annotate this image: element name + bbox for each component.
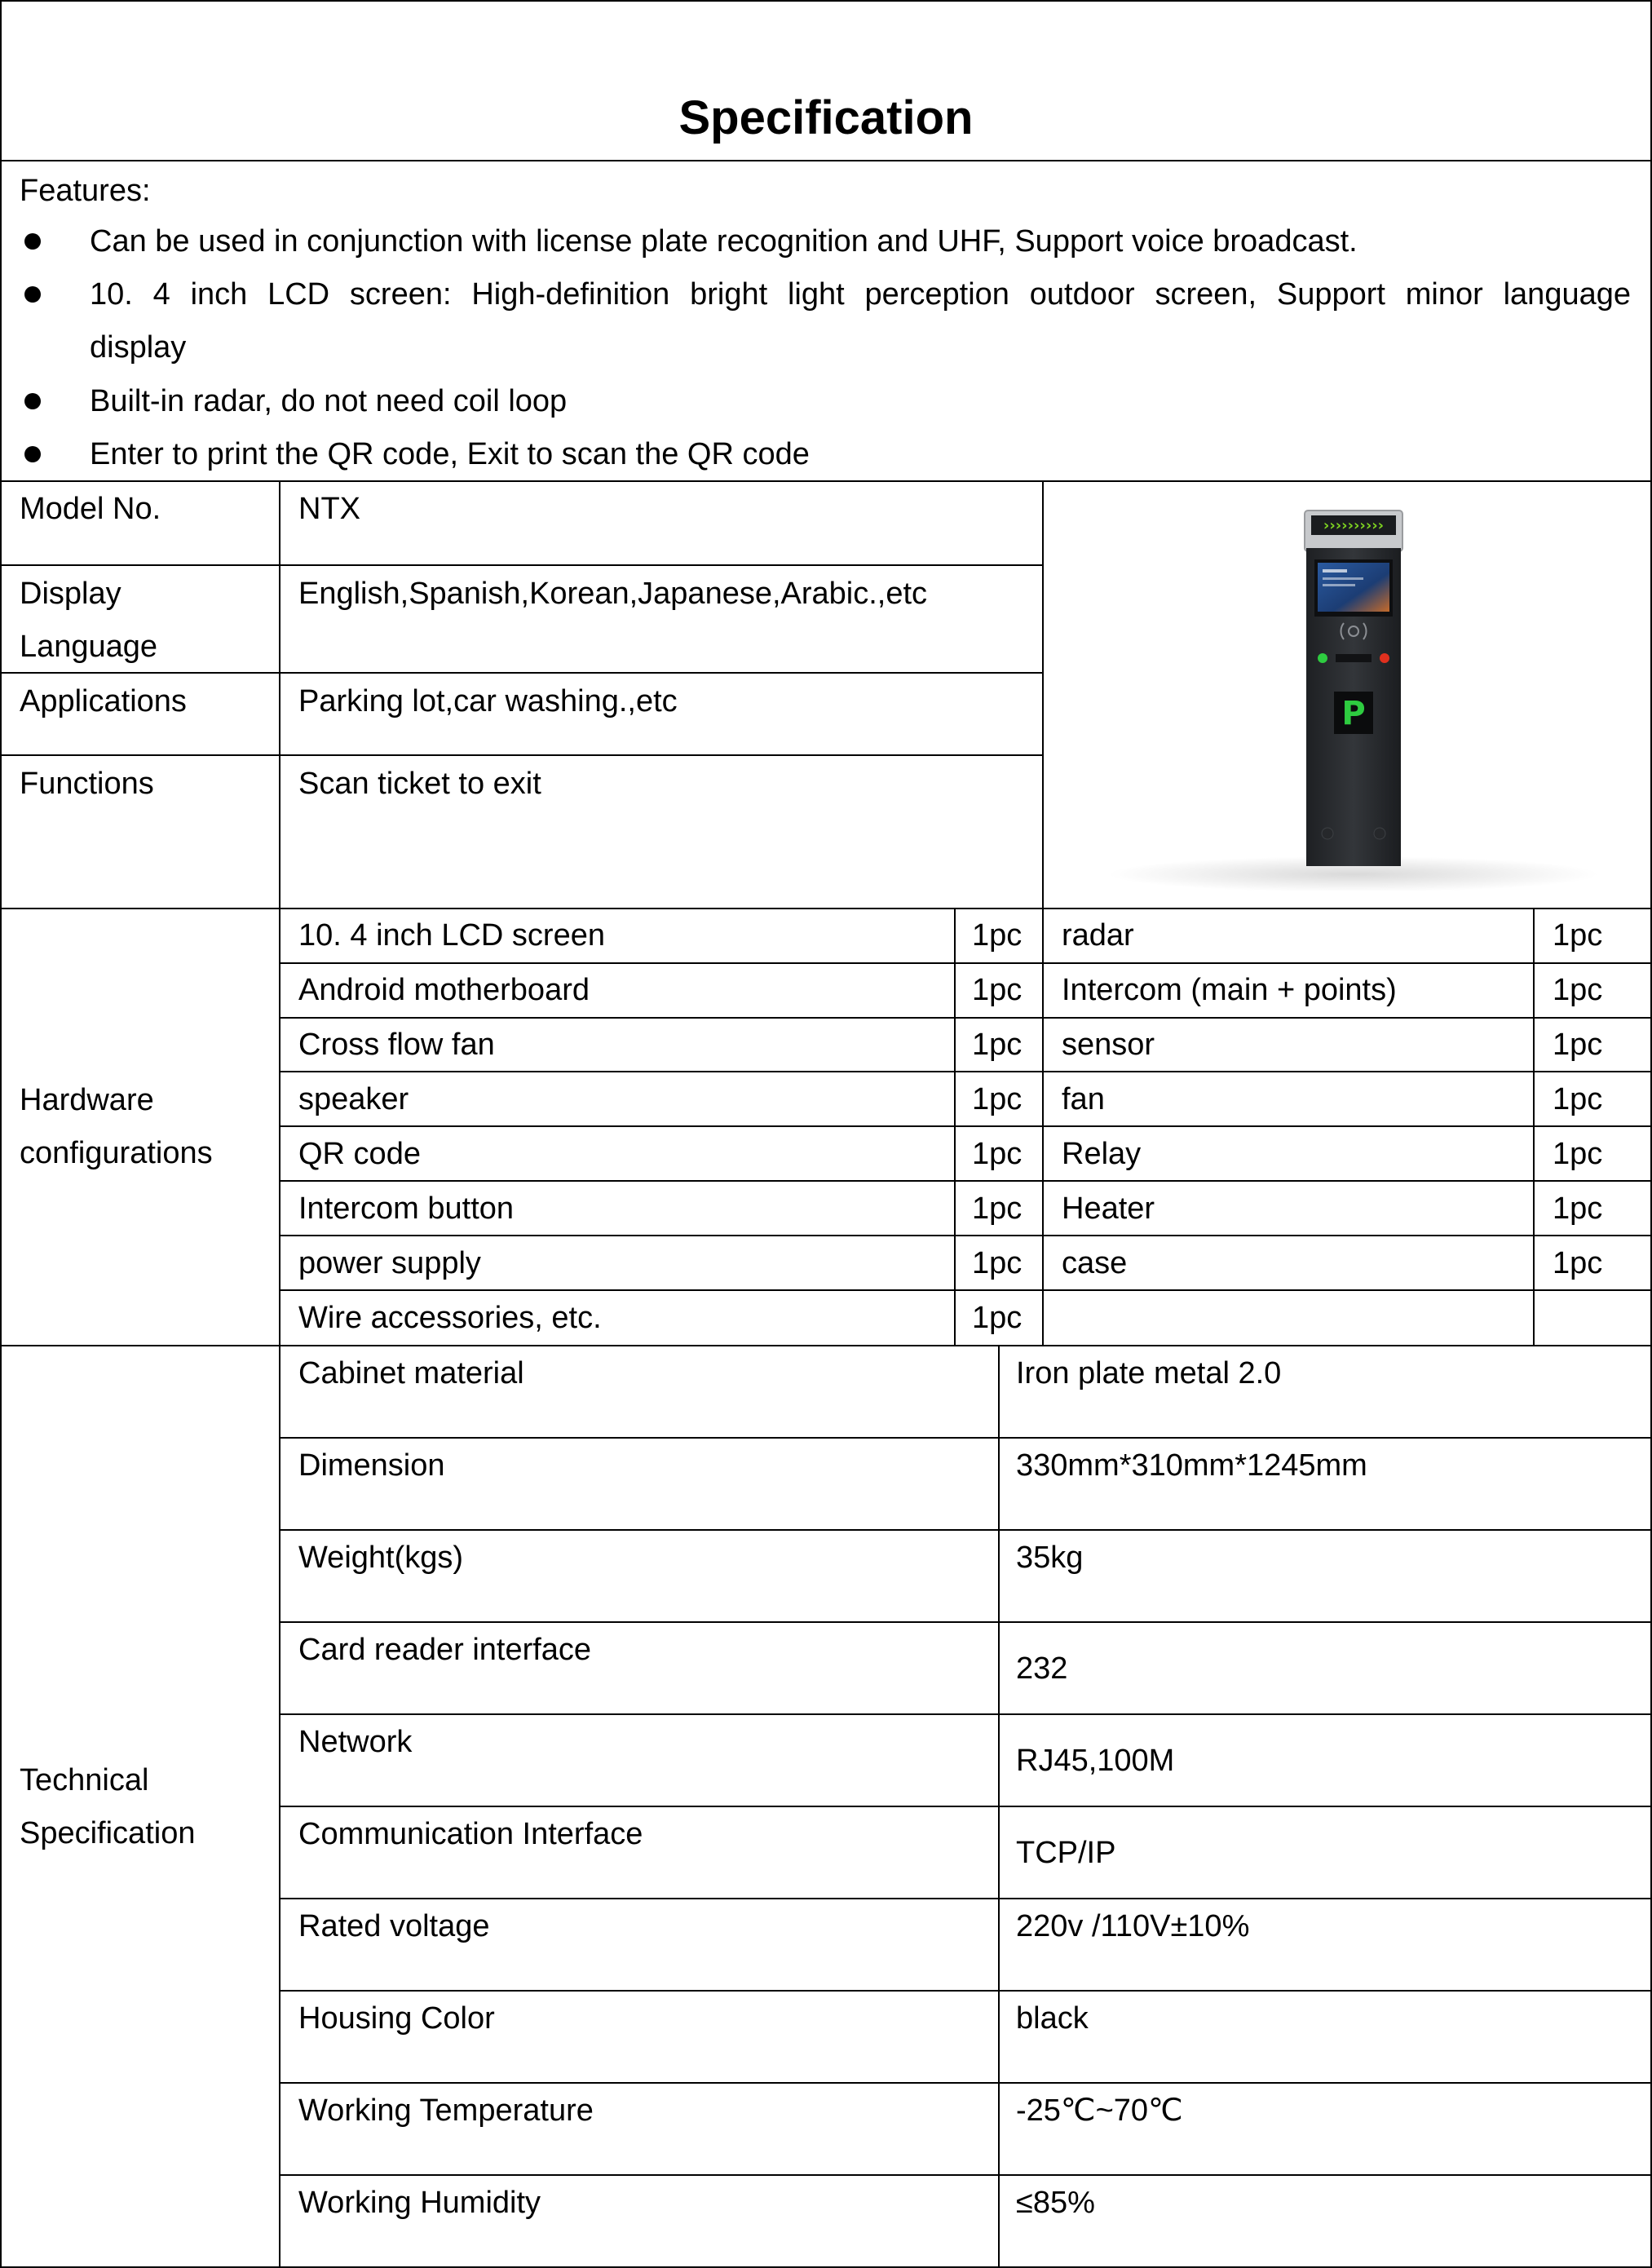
bullet-icon [24, 286, 41, 303]
divider [279, 2082, 1652, 2084]
spec-name: Working Temperature [298, 2093, 594, 2128]
divider [279, 1529, 1652, 1531]
spec-name: Cabinet material [298, 1356, 524, 1390]
hardware-item: power supply [298, 1246, 481, 1280]
display-language-label: Language [20, 630, 158, 664]
hardware-qty: 1pc [1553, 973, 1603, 1007]
spec-name: Housing Color [298, 2001, 495, 2036]
spec-value: TCP/IP [1016, 1836, 1116, 1870]
hardware-item: radar [1062, 918, 1134, 953]
bullet-icon [24, 233, 41, 250]
spec-value: black [1016, 2001, 1089, 2036]
hardware-qty: 1pc [972, 918, 1023, 953]
functions-label: Functions [20, 767, 154, 801]
divider [279, 1990, 1652, 1992]
bullet-icon [24, 393, 41, 409]
bullet-icon [24, 446, 41, 462]
spec-name: Rated voltage [298, 1909, 490, 1943]
spec-name: Communication Interface [298, 1817, 643, 1851]
model-value: NTX [298, 492, 360, 526]
spec-value: 330mm*310mm*1245mm [1016, 1448, 1367, 1483]
hardware-item: Android motherboard [298, 973, 590, 1007]
hardware-label: Hardware [20, 1083, 154, 1117]
display-language-value: English,Spanish,Korean,Japanese,Arabic.,etc [298, 577, 928, 611]
spec-name: Dimension [298, 1448, 445, 1483]
hardware-qty: 1pc [972, 1137, 1023, 1171]
hardware-qty: 1pc [1553, 1137, 1603, 1171]
spec-value: Iron plate metal 2.0 [1016, 1356, 1282, 1390]
parking-terminal-image [1060, 499, 1623, 891]
hardware-qty: 1pc [972, 1301, 1023, 1335]
applications-value: Parking lot,car washing.,etc [298, 684, 678, 718]
hardware-item: Wire accessories, etc. [298, 1301, 602, 1335]
feature-item: Enter to print the QR code, Exit to scan the QR code [90, 437, 810, 471]
hardware-item: 10. 4 inch LCD screen [298, 918, 605, 953]
divider [279, 1621, 1652, 1623]
technical-label: Specification [20, 1816, 196, 1850]
divider [279, 1806, 1652, 1807]
hardware-item: case [1062, 1246, 1128, 1280]
divider [0, 160, 1652, 161]
feature-item: Built-in radar, do not need coil loop [90, 384, 568, 418]
divider [279, 1071, 1652, 1072]
feature-item: Can be used in conjunction with license plate recognition and UHF, Support voice broadcast. [90, 224, 1358, 259]
divider [279, 1180, 1652, 1182]
product-image [1060, 499, 1623, 891]
divider [279, 1437, 1652, 1439]
divider [279, 1235, 1652, 1236]
applications-label: Applications [20, 684, 187, 718]
spec-value: -25℃~70℃ [1016, 2093, 1183, 2128]
feature-item-continued: display [90, 330, 187, 365]
hardware-item: QR code [298, 1137, 421, 1171]
divider [279, 480, 280, 908]
hardware-qty: 1pc [1553, 1028, 1603, 1062]
spec-value: 232 [1016, 1651, 1068, 1686]
features-heading: Features: [20, 174, 151, 208]
spec-name: Card reader interface [298, 1633, 592, 1667]
divider [279, 1289, 1652, 1291]
divider [1042, 480, 1044, 908]
divider [279, 1713, 1652, 1715]
feature-item: 10. 4 inch LCD screen: High-definition bright light perception outdoor screen, Support minor language [90, 277, 1631, 312]
hardware-item: Intercom (main + points) [1062, 973, 1397, 1007]
parking-p-sign: P [1341, 695, 1366, 732]
divider [279, 1125, 1652, 1127]
hardware-item: sensor [1062, 1028, 1155, 1062]
hardware-qty: 1pc [1553, 1246, 1603, 1280]
spec-name: Working Humidity [298, 2186, 541, 2220]
hardware-item: Relay [1062, 1137, 1142, 1171]
hardware-qty: 1pc [1553, 1082, 1603, 1116]
hardware-qty: 1pc [1553, 918, 1603, 953]
model-label: Model No. [20, 492, 161, 526]
hardware-qty: 1pc [972, 1191, 1023, 1226]
hardware-qty: 1pc [972, 1246, 1023, 1280]
spec-value: ≤85% [1016, 2186, 1095, 2220]
divider [0, 564, 1043, 566]
technical-label: Technical [20, 1763, 149, 1797]
divider [0, 908, 1652, 909]
hardware-label: configurations [20, 1136, 213, 1170]
display-language-label: Display [20, 577, 121, 611]
hardware-item: Heater [1062, 1191, 1155, 1226]
spec-name: Weight(kgs) [298, 1541, 464, 1575]
hardware-item: Cross flow fan [298, 1028, 495, 1062]
hardware-qty: 1pc [972, 1028, 1023, 1062]
divider [0, 1345, 1652, 1346]
hardware-item: fan [1062, 1082, 1105, 1116]
spec-value: 220v /110V±10% [1016, 1909, 1250, 1943]
spec-value: 35kg [1016, 1541, 1084, 1575]
functions-value: Scan ticket to exit [298, 767, 541, 801]
spec-value: RJ45,100M [1016, 1744, 1175, 1778]
hardware-qty: 1pc [1553, 1191, 1603, 1226]
hardware-item: Intercom button [298, 1191, 515, 1226]
hardware-qty: 1pc [972, 1082, 1023, 1116]
divider [0, 754, 1043, 756]
hardware-item: speaker [298, 1082, 409, 1116]
arrow-indicator: ›››››››››› [1323, 517, 1385, 534]
divider [279, 2174, 1652, 2176]
divider [279, 1898, 1652, 1899]
page-title: Specification [678, 91, 974, 144]
divider [0, 480, 1652, 482]
hardware-qty: 1pc [972, 973, 1023, 1007]
spec-name: Network [298, 1725, 413, 1759]
